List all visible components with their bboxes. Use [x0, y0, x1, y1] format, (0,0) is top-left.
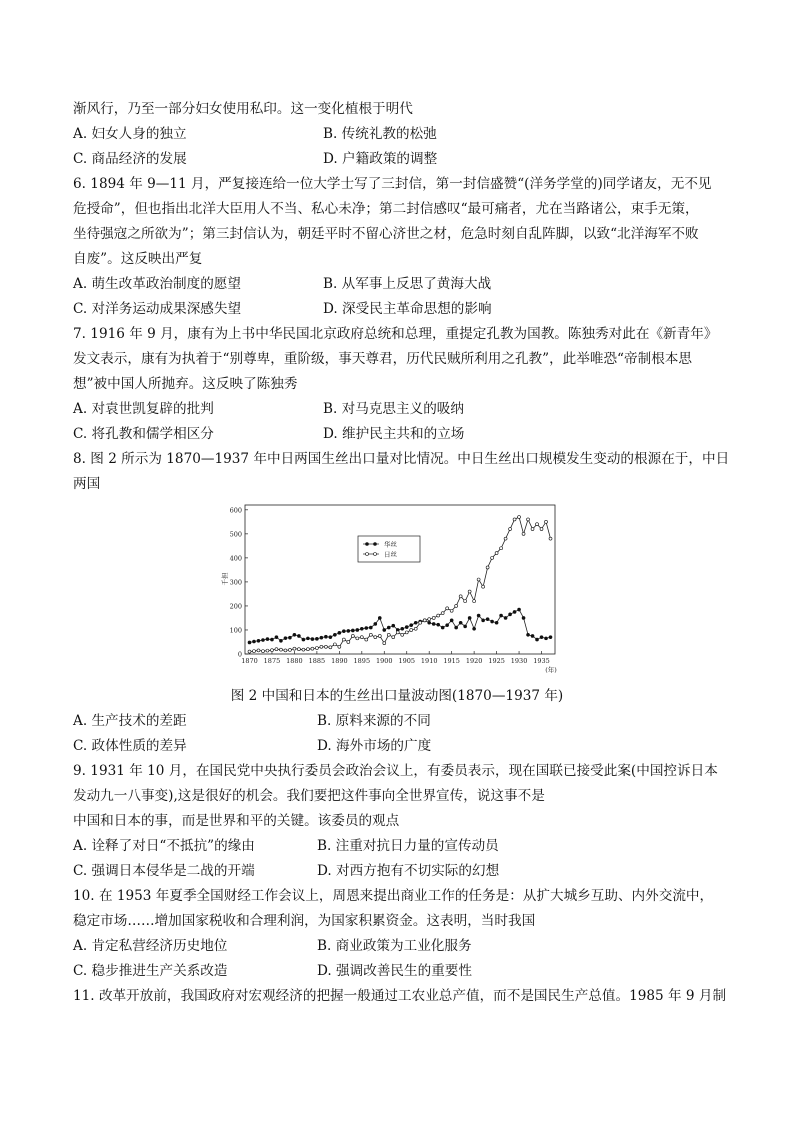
point-huasi — [324, 635, 327, 638]
q6-option-c[interactable]: C. 对洋务运动成果深感失望 — [73, 301, 242, 317]
point-risi — [518, 516, 521, 519]
chart-caption: 图 2 中国和日本的生丝出口量波动图(1870—1937 年) — [230, 688, 564, 704]
point-risi — [500, 547, 503, 550]
point-risi — [302, 648, 305, 651]
point-risi — [437, 614, 440, 617]
point-risi — [329, 646, 332, 649]
point-huasi — [315, 637, 318, 640]
point-huasi — [311, 638, 314, 641]
point-huasi — [347, 629, 350, 632]
q9-option-b[interactable]: B. 注重对抗日力量的宣传动员 — [317, 838, 499, 854]
point-risi — [477, 578, 480, 581]
x-tick-label: 1935 — [533, 657, 550, 665]
point-risi — [405, 631, 408, 634]
question-7-stem-line: 想”被中国人所抛弃。这反映了陈独秀 — [73, 376, 298, 392]
point-huasi — [275, 636, 278, 639]
x-tick-label: 1910 — [420, 657, 438, 665]
point-risi — [509, 528, 512, 531]
point-risi — [333, 643, 336, 646]
point-huasi — [351, 629, 354, 632]
y-tick-label: 400 — [229, 554, 242, 563]
y-tick-label: 200 — [229, 602, 242, 611]
point-huasi — [410, 624, 413, 627]
point-risi — [504, 537, 507, 540]
q8-option-d[interactable]: D. 海外市场的广度 — [317, 738, 432, 754]
point-huasi — [473, 627, 476, 630]
q5-option-a[interactable]: A. 妇女人身的独立 — [73, 126, 187, 142]
point-risi — [423, 619, 426, 622]
q10-option-a[interactable]: A. 肯定私营经济历史地位 — [73, 938, 228, 954]
x-tick-label: 1900 — [376, 657, 393, 665]
point-risi — [450, 609, 453, 612]
q5-option-d[interactable]: D. 户籍政策的调整 — [323, 151, 438, 167]
question-6-stem-line: 坐待强寇之所欲为”；第三封信认为，朝廷平时不留心济世之材，危急时刻自乱阵脚，以致“北洋海军不败 — [73, 226, 699, 242]
plot-frame — [245, 505, 555, 654]
y-tick-label: 100 — [229, 626, 242, 635]
point-huasi — [392, 624, 395, 627]
point-risi — [468, 590, 471, 593]
point-risi — [545, 520, 548, 523]
point-risi — [279, 648, 282, 651]
point-huasi — [540, 636, 543, 639]
legend-marker — [366, 543, 369, 546]
point-huasi — [261, 639, 264, 642]
point-risi — [365, 638, 368, 641]
question-10-stem-line: 10. 在 1953 年夏季全国财经工作会议上，周恩来提出商业工作的任务是：从扩大城乡互助、内外交流中， — [73, 888, 714, 904]
point-huasi — [342, 630, 345, 633]
point-huasi — [477, 614, 480, 617]
point-risi — [491, 556, 494, 559]
point-huasi — [405, 626, 408, 629]
q8-option-b[interactable]: B. 原料来源的不同 — [317, 713, 431, 729]
point-risi — [486, 566, 489, 569]
point-risi — [284, 649, 287, 652]
point-risi — [356, 637, 359, 640]
point-huasi — [428, 621, 431, 624]
y-tick-label: 300 — [229, 578, 242, 587]
q8-option-a[interactable]: A. 生产技术的差距 — [73, 713, 187, 729]
point-huasi — [356, 628, 359, 631]
point-huasi — [464, 625, 467, 628]
point-risi — [306, 648, 309, 651]
point-huasi — [486, 618, 489, 621]
silk-export-chart-svg — [215, 497, 570, 677]
q7-option-a[interactable]: A. 对袁世凯复辟的批判 — [73, 401, 214, 417]
point-huasi — [270, 638, 273, 641]
question-5-stem-tail: 渐风行，乃至一部分妇女使用私印。这一变化植根于明代 — [73, 101, 413, 117]
point-huasi — [500, 614, 503, 617]
point-risi — [320, 645, 323, 648]
point-huasi — [446, 624, 449, 627]
point-risi — [428, 618, 431, 621]
point-risi — [495, 552, 498, 555]
point-huasi — [459, 621, 462, 624]
point-risi — [293, 647, 296, 650]
point-risi — [252, 650, 255, 653]
point-huasi — [293, 633, 296, 636]
point-risi — [311, 647, 314, 650]
point-huasi — [468, 616, 471, 619]
question-9-stem-line: 9. 1931 年 10 月，在国民党中央执行委员会政治会议上，有委员表示，现在国联已接受此案(中国控诉日本 — [73, 763, 718, 779]
point-risi — [257, 649, 260, 652]
point-huasi — [549, 636, 552, 639]
x-tick-label: 1890 — [331, 657, 348, 665]
point-huasi — [383, 628, 386, 631]
legend-label: 华丝 — [384, 540, 397, 549]
point-risi — [387, 633, 390, 636]
point-huasi — [284, 637, 287, 640]
question-9-stem-line: 中国和日本的事，而是世界和平的关键。该委员的观点 — [73, 813, 400, 829]
question-6-stem-line: 6. 1894 年 9—11 月，严复接连给一位大学士写了三封信，第一封信盛赞“(洋务学堂的)同学诸友，无不见 — [73, 176, 712, 192]
point-risi — [342, 638, 345, 641]
point-huasi — [455, 626, 458, 629]
question-6-stem-line: 自废”。这反映出严复 — [73, 251, 203, 267]
q6-option-a[interactable]: A. 萌生改革政治制度的愿望 — [73, 276, 241, 292]
point-huasi — [401, 627, 404, 630]
point-huasi — [545, 637, 548, 640]
y-tick-label: 500 — [229, 530, 242, 539]
point-risi — [338, 645, 341, 648]
series-line-huasi — [249, 610, 550, 643]
point-risi — [315, 646, 318, 649]
point-huasi — [320, 636, 323, 639]
silk-export-chart — [215, 497, 570, 677]
point-huasi — [509, 613, 512, 616]
q5-option-c[interactable]: C. 商品经济的发展 — [73, 151, 187, 167]
q7-option-c[interactable]: C. 将孔教和儒学相区分 — [73, 426, 214, 442]
point-risi — [392, 636, 395, 639]
legend-marker — [374, 543, 377, 546]
point-huasi — [441, 626, 444, 629]
q8-option-c[interactable]: C. 政体性质的差异 — [73, 738, 187, 754]
point-huasi — [513, 610, 516, 613]
point-huasi — [531, 634, 534, 637]
point-huasi — [288, 636, 291, 639]
point-huasi — [369, 626, 372, 629]
y-tick-label: 0 — [237, 650, 242, 659]
point-risi — [297, 648, 300, 651]
legend-marker — [374, 553, 377, 556]
point-risi — [288, 648, 291, 651]
point-risi — [522, 532, 525, 535]
point-huasi — [297, 634, 300, 637]
x-tick-label: 1875 — [263, 657, 281, 665]
x-tick-label: 1885 — [308, 657, 326, 665]
point-huasi — [365, 627, 368, 630]
point-huasi — [338, 631, 341, 634]
point-risi — [369, 633, 372, 636]
point-risi — [459, 595, 462, 598]
q5-option-b[interactable]: B. 传统礼教的松弛 — [323, 126, 437, 142]
question-9-stem-line: 发动九一八事变),这是很好的机会。我们要把这件事向全世界宣传，说这事不是 — [73, 788, 545, 804]
q6-option-d[interactable]: D. 深受民主革命思想的影响 — [323, 301, 492, 317]
point-huasi — [527, 633, 530, 636]
point-huasi — [450, 619, 453, 622]
point-risi — [540, 528, 543, 531]
point-risi — [410, 628, 413, 631]
q9-option-c[interactable]: C. 强调日本侵华是二战的开端 — [73, 863, 255, 879]
point-huasi — [266, 638, 269, 641]
point-risi — [248, 650, 251, 653]
x-tick-label: 1930 — [510, 657, 528, 665]
point-risi — [347, 640, 350, 643]
y-axis-label: 千担 — [221, 572, 229, 586]
point-risi — [446, 607, 449, 610]
x-tick-label: 1915 — [443, 657, 460, 665]
q9-option-d[interactable]: D. 对西方抱有不切实际的幻想 — [317, 863, 500, 879]
point-huasi — [248, 641, 251, 644]
point-huasi — [360, 627, 363, 630]
point-huasi — [333, 633, 336, 636]
point-huasi — [491, 620, 494, 623]
question-8-stem-line: 两国 — [73, 476, 101, 492]
point-risi — [351, 634, 354, 637]
q10-option-c[interactable]: C. 稳步推进生产关系改造 — [73, 963, 228, 979]
question-6-stem-line: 危授命”，但也指出北洋大臣用人不当、私心未净；第二封信感叹“最可痛者，尤在当路诸公，束手无策， — [73, 201, 699, 217]
point-risi — [473, 600, 476, 603]
q10-option-b[interactable]: B. 商业政策为工业化服务 — [317, 938, 472, 954]
x-tick-label: 1905 — [398, 657, 416, 665]
question-10-stem-line: 稳定市场……增加国家税收和合理利润，为国家积累资金。这表明，当时我国 — [73, 913, 536, 929]
point-risi — [374, 636, 377, 639]
legend-label: 日丝 — [384, 550, 397, 559]
point-huasi — [374, 622, 377, 625]
question-11-stem-line: 11. 改革开放前，我国政府对宏观经济的把握一般通过工农业总产值，而不是国民生产总值。1985 年 9 月制 — [73, 988, 727, 1004]
point-risi — [441, 612, 444, 615]
point-huasi — [378, 616, 381, 619]
point-huasi — [536, 638, 539, 641]
point-huasi — [504, 616, 507, 619]
point-risi — [513, 518, 516, 521]
q7-option-b[interactable]: B. 对马克思主义的吸纳 — [323, 401, 464, 417]
point-huasi — [306, 637, 309, 640]
q7-option-d[interactable]: D. 维护民主共和的立场 — [323, 426, 465, 442]
point-huasi — [522, 616, 525, 619]
point-huasi — [329, 636, 332, 639]
point-huasi — [252, 640, 255, 643]
point-risi — [419, 621, 422, 624]
point-huasi — [279, 639, 282, 642]
point-risi — [536, 523, 539, 526]
point-risi — [360, 636, 363, 639]
point-huasi — [437, 623, 440, 626]
point-risi — [270, 649, 273, 652]
point-risi — [396, 631, 399, 634]
point-risi — [527, 518, 530, 521]
q10-option-d[interactable]: D. 强调改善民生的重要性 — [317, 963, 472, 979]
legend-marker — [366, 553, 369, 556]
point-risi — [482, 585, 485, 588]
point-risi — [324, 645, 327, 648]
x-tick-label: 1920 — [465, 657, 483, 665]
question-7-stem-line: 发文表示，康有为执着于“别尊卑，重阶级，事天尊君，历代民贼所利用之孔教”，此举唯恐“帝制根本思 — [73, 351, 692, 367]
point-huasi — [432, 622, 435, 625]
question-8-stem-line: 8. 图 2 所示为 1870—1937 年中日两国生丝出口量对比情况。中日生丝出口规模发生变动的根源在于，中日 — [73, 451, 730, 467]
point-risi — [414, 627, 417, 630]
q6-option-b[interactable]: B. 从军事上反思了黄海大战 — [323, 276, 492, 292]
point-risi — [432, 616, 435, 619]
point-huasi — [414, 621, 417, 624]
point-risi — [383, 642, 386, 645]
point-risi — [531, 528, 534, 531]
point-risi — [549, 537, 552, 540]
x-axis-label: (年) — [545, 666, 557, 674]
x-tick-label: 1895 — [353, 657, 371, 665]
y-tick-label: 600 — [229, 506, 242, 515]
x-tick-label: 1880 — [286, 657, 303, 665]
point-risi — [275, 648, 278, 651]
point-risi — [266, 649, 269, 652]
point-risi — [455, 604, 458, 607]
point-huasi — [495, 621, 498, 624]
q9-option-a[interactable]: A. 诠释了对日“不抵抗”的缘由 — [73, 838, 255, 854]
question-7-stem-line: 7. 1916 年 9 月，康有为上书中华民国北京政府总统和总理，重提定孔教为国教。陈独秀对此在《新青年》 — [73, 326, 718, 342]
point-risi — [378, 634, 381, 637]
x-tick-label: 1870 — [241, 657, 258, 665]
point-huasi — [482, 619, 485, 622]
point-risi — [464, 600, 467, 603]
point-risi — [401, 633, 404, 636]
x-tick-label: 1925 — [488, 657, 505, 665]
point-huasi — [518, 608, 521, 611]
point-risi — [261, 650, 264, 653]
point-huasi — [257, 639, 260, 642]
point-huasi — [302, 638, 305, 641]
point-huasi — [387, 626, 390, 629]
